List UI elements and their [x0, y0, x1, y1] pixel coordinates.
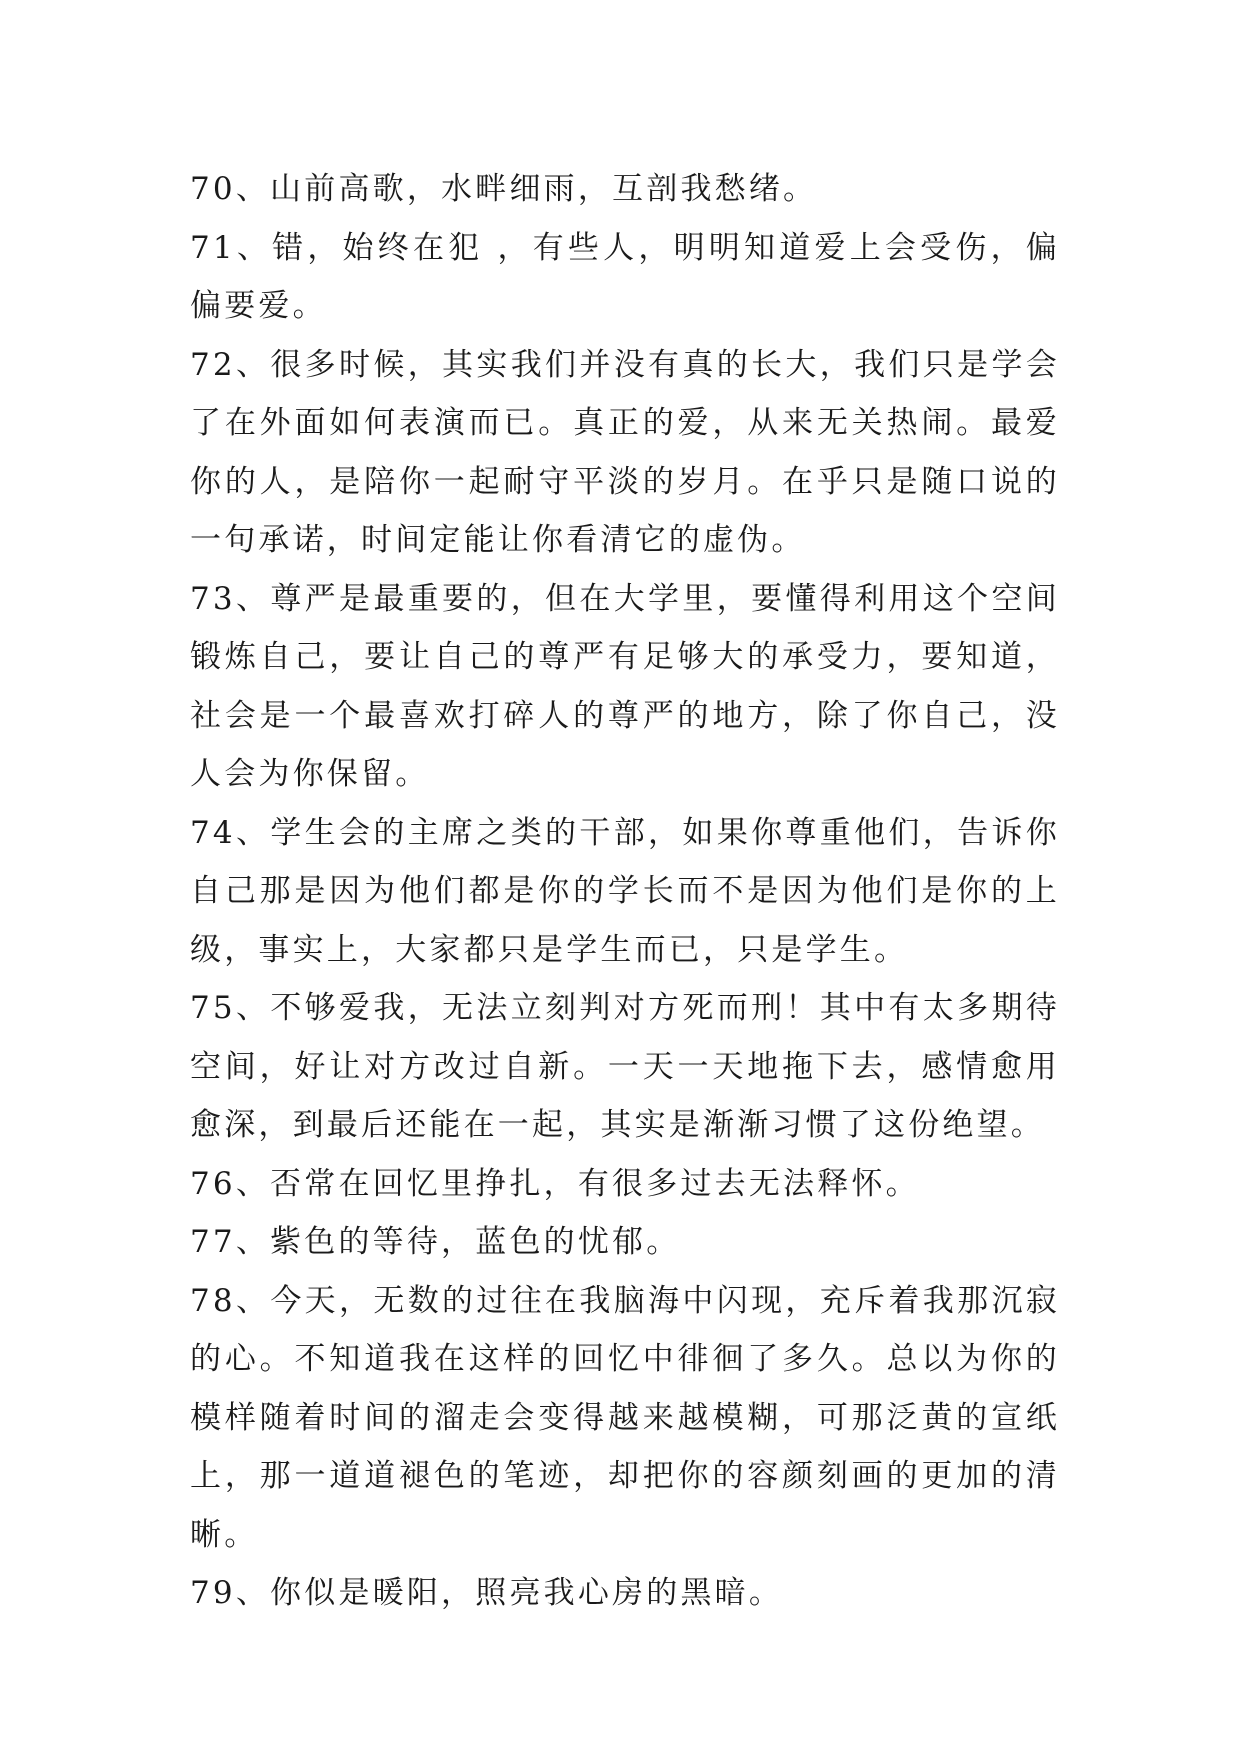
entry-71 [190, 219, 1060, 336]
entry-number: 76 [190, 1165, 236, 1202]
entry-75 [190, 979, 1060, 1155]
entry-text: 、今天，无数的过往在我脑海中闪现，充斥着我那沉寂的心。不知道我在这样的回忆中徘徊了多久。总以为你的模样随着时间的溜走会变得越来越模糊，可那泛黄的宣纸上，那一道道褪色的笔迹，却把你的容颜刻画的更加的清晰。 [190, 1282, 1060, 1553]
entry-text: 、学生会的主席之类的干部，如果你尊重他们，告诉你自己那是因为他们都是你的学长而不是因为他们是你的上级，事实上，大家都只是学生而已，只是学生。 [190, 814, 1060, 968]
entry-number: 73 [190, 580, 236, 617]
entry-number: 70 [190, 171, 236, 207]
entry-number: 77 [190, 1224, 236, 1260]
entry-79 [190, 1564, 1060, 1623]
entry-74 [190, 804, 1060, 980]
entry-number: 74 [190, 814, 236, 851]
entry-text: 、你似是暖阳，照亮我心房的黑暗。 [235, 1575, 784, 1611]
document-body [190, 160, 1060, 1623]
entry-text: 、山前高歌，水畔细雨，互剖我愁绪。 [235, 171, 818, 207]
entry-text: 、尊严是最重要的，但在大学里，要懂得利用这个空间锻炼自己，要让自己的尊严有足够大的承受力，要知道，社会是一个最喜欢打碎人的尊严的地方，除了你自己，没人会为你保留。 [190, 580, 1060, 792]
entry-72 [190, 336, 1060, 570]
entry-number: 75 [190, 990, 236, 1026]
entry-number: 71 [190, 229, 236, 266]
entry-76 [190, 1155, 1060, 1214]
entry-70 [190, 160, 1060, 219]
entry-text: 、紫色的等待，蓝色的忧郁。 [235, 1224, 681, 1260]
entry-number: 78 [190, 1282, 236, 1319]
entry-text: 、很多时候，其实我们并没有真的长大，我们只是学会了在外面如何表演而已。真正的爱，从来无关热闹。最爱你的人，是陪你一起耐守平淡的岁月。在乎只是随口说的一句承诺，时间定能让你看清它的虚伪。 [190, 346, 1060, 558]
entry-text: 、不够爱我，无法立刻判对方死而刑！其中有太多期待空间，好让对方改过自新。一天一天地拖下去，感情愈用愈深，到最后还能在一起，其实是渐渐习惯了这份绝望。 [190, 990, 1060, 1143]
entry-number: 79 [190, 1575, 236, 1611]
entry-73 [190, 570, 1060, 804]
entry-78 [190, 1272, 1060, 1565]
entry-77 [190, 1213, 1060, 1272]
entry-text: 、错，始终在犯 ，有些人，明明知道爱上会受伤，偏偏要爱。 [190, 229, 1060, 324]
entry-text: 、否常在回忆里挣扎，有很多过去无法释怀。 [235, 1165, 920, 1202]
entry-number: 72 [190, 346, 236, 383]
